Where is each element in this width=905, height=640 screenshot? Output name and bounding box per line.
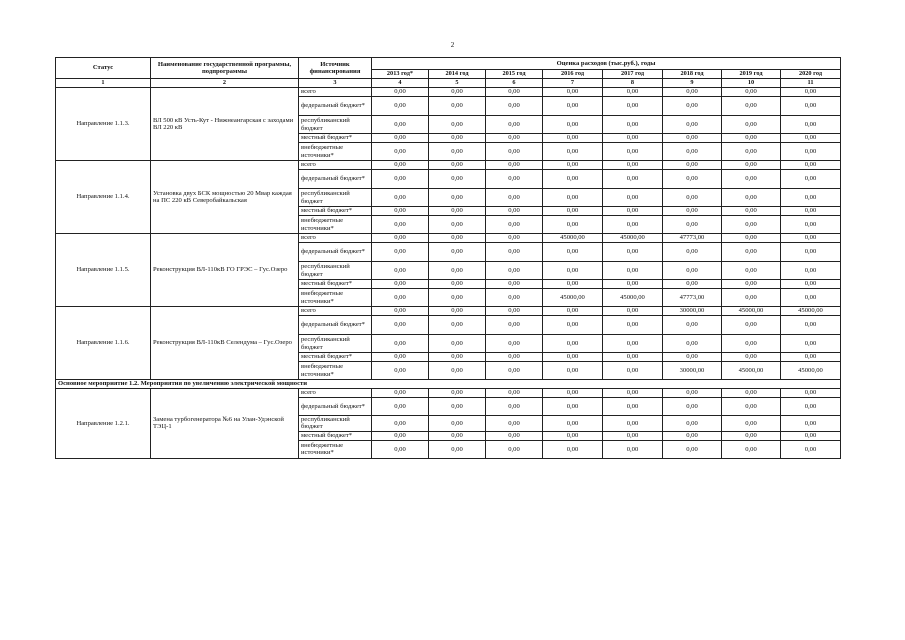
row-value-cell: 0,00 <box>781 440 841 458</box>
row-value-cell: 0,00 <box>781 280 841 289</box>
row-value-cell: 0,00 <box>486 362 543 380</box>
row-value-cell: 45000,00 <box>603 289 663 307</box>
budget-table <box>55 57 841 459</box>
row-funding-source: федеральный бюджет* <box>299 243 372 262</box>
row-value-cell: 0,00 <box>543 440 603 458</box>
row-value-cell: 0,00 <box>603 262 663 280</box>
row-value-cell: 0,00 <box>722 116 781 134</box>
row-value-cell: 0,00 <box>603 97 663 116</box>
row-value-cell: 0,00 <box>543 97 603 116</box>
row-value-cell: 45000,00 <box>603 234 663 243</box>
row-program-name: Реконструкция ВЛ-110кВ ГО ГРЭС – Гус.Озеро <box>151 234 299 307</box>
row-value-cell: 0,00 <box>372 88 429 97</box>
row-value-cell: 0,00 <box>722 280 781 289</box>
row-value-cell: 0,00 <box>722 262 781 280</box>
header-col-number: 11 <box>781 79 841 88</box>
row-funding-source: федеральный бюджет* <box>299 170 372 189</box>
row-value-cell: 0,00 <box>722 134 781 143</box>
row-program-name: Замена турбогенератора №6 на Улан-Удэнской ТЭЦ-1 <box>151 389 299 459</box>
row-value-cell: 0,00 <box>372 389 429 398</box>
row-value-cell: 0,00 <box>663 431 722 440</box>
row-funding-source: всего <box>299 307 372 316</box>
row-value-cell: 0,00 <box>543 216 603 234</box>
row-value-cell: 0,00 <box>603 280 663 289</box>
section-row <box>56 380 841 389</box>
row-value-cell: 45000,00 <box>781 362 841 380</box>
row-value-cell: 0,00 <box>722 335 781 353</box>
row-value-cell: 0,00 <box>543 243 603 262</box>
header-estimate: Оценка расходов (тыс.руб.), годы <box>372 58 841 70</box>
row-value-cell: 0,00 <box>429 170 486 189</box>
row-value-cell: 0,00 <box>603 170 663 189</box>
row-funding-source: местный бюджет* <box>299 280 372 289</box>
row-value-cell: 0,00 <box>486 170 543 189</box>
header-year: 2013 год* <box>372 70 429 79</box>
header-program: Наименование государственной программы, подпрограммы <box>151 58 299 79</box>
row-value-cell: 0,00 <box>543 335 603 353</box>
row-value-cell: 0,00 <box>372 243 429 262</box>
row-value-cell: 0,00 <box>429 243 486 262</box>
row-status: Направление 1.2.1. <box>56 389 151 459</box>
row-value-cell: 0,00 <box>663 189 722 207</box>
table-row <box>56 161 841 170</box>
row-value-cell: 0,00 <box>429 362 486 380</box>
row-funding-source: всего <box>299 88 372 97</box>
row-status: Направление 1.1.6. <box>56 307 151 380</box>
row-value-cell: 0,00 <box>429 416 486 432</box>
row-value-cell: 0,00 <box>543 88 603 97</box>
row-value-cell: 45000,00 <box>543 234 603 243</box>
row-value-cell: 0,00 <box>486 207 543 216</box>
row-value-cell: 0,00 <box>781 289 841 307</box>
row-value-cell: 0,00 <box>781 243 841 262</box>
row-value-cell: 0,00 <box>663 389 722 398</box>
row-value-cell: 0,00 <box>543 316 603 335</box>
row-value-cell: 0,00 <box>429 398 486 416</box>
row-value-cell: 0,00 <box>372 97 429 116</box>
table-row <box>56 307 841 316</box>
row-funding-source: местный бюджет* <box>299 207 372 216</box>
row-value-cell: 0,00 <box>603 389 663 398</box>
row-funding-source: внебюджетные источники* <box>299 362 372 380</box>
row-value-cell: 45000,00 <box>543 289 603 307</box>
row-value-cell: 0,00 <box>781 207 841 216</box>
row-value-cell: 0,00 <box>722 88 781 97</box>
row-value-cell: 0,00 <box>603 431 663 440</box>
row-value-cell: 0,00 <box>486 116 543 134</box>
row-value-cell: 0,00 <box>486 431 543 440</box>
row-value-cell: 0,00 <box>372 316 429 335</box>
row-value-cell: 0,00 <box>781 431 841 440</box>
header-col-number: 8 <box>603 79 663 88</box>
row-value-cell: 0,00 <box>486 353 543 362</box>
row-value-cell: 0,00 <box>429 353 486 362</box>
row-value-cell: 0,00 <box>486 389 543 398</box>
row-value-cell: 0,00 <box>372 234 429 243</box>
row-value-cell: 0,00 <box>603 134 663 143</box>
row-value-cell: 0,00 <box>663 134 722 143</box>
row-value-cell: 0,00 <box>603 440 663 458</box>
row-value-cell: 0,00 <box>543 416 603 432</box>
row-value-cell: 0,00 <box>663 207 722 216</box>
row-value-cell: 0,00 <box>663 243 722 262</box>
row-value-cell: 0,00 <box>543 280 603 289</box>
row-value-cell: 0,00 <box>372 262 429 280</box>
row-funding-source: местный бюджет* <box>299 134 372 143</box>
row-value-cell: 0,00 <box>722 216 781 234</box>
row-value-cell: 0,00 <box>781 335 841 353</box>
row-value-cell: 0,00 <box>603 362 663 380</box>
row-program-name: ВЛ 500 кВ Усть-Кут - Нижнеангарская с заходами ВЛ 220 кВ <box>151 88 299 161</box>
row-funding-source: местный бюджет* <box>299 431 372 440</box>
row-value-cell: 0,00 <box>722 161 781 170</box>
row-value-cell: 0,00 <box>603 216 663 234</box>
row-value-cell: 0,00 <box>781 262 841 280</box>
row-value-cell: 0,00 <box>781 316 841 335</box>
row-value-cell: 0,00 <box>543 207 603 216</box>
row-value-cell: 0,00 <box>663 216 722 234</box>
row-value-cell: 0,00 <box>781 116 841 134</box>
row-value-cell: 0,00 <box>372 440 429 458</box>
row-value-cell: 0,00 <box>603 88 663 97</box>
row-funding-source: федеральный бюджет* <box>299 316 372 335</box>
row-program-name: Реконструкция ВЛ-110кВ Селендума – Гус.Озеро <box>151 307 299 380</box>
row-value-cell: 0,00 <box>543 353 603 362</box>
row-value-cell: 0,00 <box>372 280 429 289</box>
row-value-cell: 0,00 <box>372 216 429 234</box>
row-value-cell: 0,00 <box>781 234 841 243</box>
row-value-cell: 0,00 <box>429 289 486 307</box>
row-value-cell: 0,00 <box>663 262 722 280</box>
row-value-cell: 0,00 <box>603 316 663 335</box>
row-value-cell: 0,00 <box>603 116 663 134</box>
row-value-cell: 0,00 <box>543 189 603 207</box>
row-value-cell: 0,00 <box>372 161 429 170</box>
row-value-cell: 0,00 <box>543 431 603 440</box>
row-value-cell: 0,00 <box>722 234 781 243</box>
table-row <box>56 88 841 97</box>
row-value-cell: 0,00 <box>372 289 429 307</box>
row-value-cell: 0,00 <box>781 161 841 170</box>
row-value-cell: 47773,00 <box>663 234 722 243</box>
row-value-cell: 0,00 <box>543 262 603 280</box>
row-value-cell: 0,00 <box>372 307 429 316</box>
row-value-cell: 0,00 <box>722 97 781 116</box>
row-value-cell: 0,00 <box>543 134 603 143</box>
row-funding-source: внебюджетные источники* <box>299 440 372 458</box>
header-year: 2014 год <box>429 70 486 79</box>
row-value-cell: 0,00 <box>603 353 663 362</box>
section-title: Основное мероприятие 1.2. Мероприятия по увеличению электрической мощности <box>56 380 841 389</box>
row-funding-source: республиканский бюджет <box>299 335 372 353</box>
row-value-cell: 0,00 <box>603 207 663 216</box>
row-value-cell: 0,00 <box>663 97 722 116</box>
row-value-cell: 0,00 <box>429 307 486 316</box>
row-value-cell: 0,00 <box>486 262 543 280</box>
row-value-cell: 0,00 <box>603 416 663 432</box>
row-value-cell: 0,00 <box>372 134 429 143</box>
table-row <box>56 389 841 398</box>
row-value-cell: 0,00 <box>429 189 486 207</box>
row-value-cell: 0,00 <box>429 97 486 116</box>
header-year: 2015 год <box>486 70 543 79</box>
row-value-cell: 0,00 <box>781 389 841 398</box>
row-value-cell: 0,00 <box>663 316 722 335</box>
row-value-cell: 0,00 <box>722 289 781 307</box>
row-value-cell: 0,00 <box>543 389 603 398</box>
row-value-cell: 47773,00 <box>663 289 722 307</box>
header-col-number: 1 <box>56 79 151 88</box>
row-value-cell: 0,00 <box>603 143 663 161</box>
row-value-cell: 0,00 <box>543 161 603 170</box>
row-value-cell: 0,00 <box>372 362 429 380</box>
row-value-cell: 0,00 <box>781 88 841 97</box>
row-funding-source: всего <box>299 234 372 243</box>
row-value-cell: 0,00 <box>722 243 781 262</box>
row-value-cell: 0,00 <box>429 431 486 440</box>
row-value-cell: 0,00 <box>781 170 841 189</box>
row-value-cell: 0,00 <box>781 353 841 362</box>
row-value-cell: 0,00 <box>486 161 543 170</box>
row-value-cell: 0,00 <box>722 440 781 458</box>
row-value-cell: 0,00 <box>486 189 543 207</box>
row-value-cell: 0,00 <box>429 335 486 353</box>
header-col-number: 3 <box>299 79 372 88</box>
row-funding-source: местный бюджет* <box>299 353 372 362</box>
row-value-cell: 0,00 <box>429 216 486 234</box>
row-funding-source: республиканский бюджет <box>299 189 372 207</box>
row-value-cell: 0,00 <box>372 189 429 207</box>
row-funding-source: республиканский бюджет <box>299 116 372 134</box>
row-value-cell: 0,00 <box>663 161 722 170</box>
row-value-cell: 0,00 <box>372 335 429 353</box>
row-value-cell: 0,00 <box>663 143 722 161</box>
row-value-cell: 0,00 <box>486 280 543 289</box>
header-year: 2019 год <box>722 70 781 79</box>
header-col-number: 6 <box>486 79 543 88</box>
page-number: 2 <box>450 41 455 49</box>
row-value-cell: 0,00 <box>429 116 486 134</box>
row-value-cell: 0,00 <box>663 440 722 458</box>
row-value-cell: 0,00 <box>603 398 663 416</box>
header-year: 2020 год <box>781 70 841 79</box>
row-value-cell: 0,00 <box>429 262 486 280</box>
row-value-cell: 0,00 <box>486 88 543 97</box>
row-value-cell: 0,00 <box>781 398 841 416</box>
row-value-cell: 0,00 <box>722 398 781 416</box>
row-value-cell: 0,00 <box>372 398 429 416</box>
row-value-cell: 45000,00 <box>781 307 841 316</box>
row-value-cell: 0,00 <box>663 353 722 362</box>
row-funding-source: федеральный бюджет* <box>299 398 372 416</box>
row-value-cell: 0,00 <box>663 416 722 432</box>
row-value-cell: 0,00 <box>486 416 543 432</box>
row-value-cell: 0,00 <box>372 353 429 362</box>
row-value-cell: 0,00 <box>663 116 722 134</box>
row-value-cell: 0,00 <box>781 134 841 143</box>
row-value-cell: 0,00 <box>429 207 486 216</box>
row-value-cell: 45000,00 <box>722 362 781 380</box>
row-status: Направление 1.1.5. <box>56 234 151 307</box>
header-col-number: 10 <box>722 79 781 88</box>
row-value-cell: 0,00 <box>722 389 781 398</box>
row-value-cell: 0,00 <box>486 234 543 243</box>
row-value-cell: 0,00 <box>603 335 663 353</box>
header-column-numbers <box>56 79 841 88</box>
row-value-cell: 0,00 <box>486 243 543 262</box>
row-value-cell: 0,00 <box>722 189 781 207</box>
header-status: Статус <box>56 58 151 79</box>
row-value-cell: 30000,00 <box>663 307 722 316</box>
row-value-cell: 0,00 <box>429 389 486 398</box>
row-status: Направление 1.1.4. <box>56 161 151 234</box>
row-value-cell: 0,00 <box>663 170 722 189</box>
row-value-cell: 0,00 <box>603 243 663 262</box>
row-value-cell: 0,00 <box>543 116 603 134</box>
row-value-cell: 0,00 <box>429 88 486 97</box>
row-program-name: Установка двух БСК мощностью 20 Мвар каждая на ПС 220 кВ Северобайкальская <box>151 161 299 234</box>
row-value-cell: 0,00 <box>486 216 543 234</box>
row-value-cell: 0,00 <box>429 234 486 243</box>
header-col-number: 4 <box>372 79 429 88</box>
row-value-cell: 0,00 <box>486 316 543 335</box>
row-value-cell: 0,00 <box>372 431 429 440</box>
row-value-cell: 0,00 <box>722 207 781 216</box>
row-funding-source: внебюджетные источники* <box>299 216 372 234</box>
row-value-cell: 0,00 <box>663 335 722 353</box>
row-funding-source: внебюджетные источники* <box>299 289 372 307</box>
row-value-cell: 0,00 <box>543 307 603 316</box>
row-value-cell: 0,00 <box>722 353 781 362</box>
row-value-cell: 0,00 <box>781 416 841 432</box>
row-value-cell: 0,00 <box>486 134 543 143</box>
table-row <box>56 234 841 243</box>
row-value-cell: 0,00 <box>486 97 543 116</box>
row-value-cell: 0,00 <box>781 143 841 161</box>
header-col-number: 5 <box>429 79 486 88</box>
header-col-number: 9 <box>663 79 722 88</box>
row-value-cell: 0,00 <box>372 170 429 189</box>
row-funding-source: республиканский бюджет <box>299 416 372 432</box>
header-year: 2017 год <box>603 70 663 79</box>
row-value-cell: 0,00 <box>486 143 543 161</box>
row-funding-source: федеральный бюджет* <box>299 97 372 116</box>
row-value-cell: 0,00 <box>372 207 429 216</box>
row-value-cell: 0,00 <box>372 143 429 161</box>
row-value-cell: 0,00 <box>486 335 543 353</box>
row-value-cell: 0,00 <box>486 440 543 458</box>
row-funding-source: всего <box>299 389 372 398</box>
row-value-cell: 0,00 <box>486 289 543 307</box>
header-year: 2016 год <box>543 70 603 79</box>
row-value-cell: 0,00 <box>486 398 543 416</box>
row-value-cell: 0,00 <box>543 170 603 189</box>
row-funding-source: республиканский бюджет <box>299 262 372 280</box>
row-status: Направление 1.1.3. <box>56 88 151 161</box>
row-value-cell: 0,00 <box>663 280 722 289</box>
row-value-cell: 0,00 <box>486 307 543 316</box>
row-value-cell: 0,00 <box>603 307 663 316</box>
row-value-cell: 30000,00 <box>663 362 722 380</box>
row-value-cell: 0,00 <box>722 431 781 440</box>
row-value-cell: 0,00 <box>781 189 841 207</box>
row-value-cell: 0,00 <box>429 134 486 143</box>
row-value-cell: 0,00 <box>722 143 781 161</box>
row-value-cell: 0,00 <box>663 398 722 416</box>
row-value-cell: 0,00 <box>781 216 841 234</box>
row-value-cell: 0,00 <box>429 161 486 170</box>
row-value-cell: 0,00 <box>429 316 486 335</box>
row-value-cell: 0,00 <box>543 398 603 416</box>
header-year: 2018 год <box>663 70 722 79</box>
row-value-cell: 0,00 <box>543 362 603 380</box>
row-value-cell: 0,00 <box>722 316 781 335</box>
row-value-cell: 0,00 <box>543 143 603 161</box>
row-value-cell: 0,00 <box>603 161 663 170</box>
header-source: Источник финансирования <box>299 58 372 79</box>
row-value-cell: 0,00 <box>722 416 781 432</box>
row-value-cell: 0,00 <box>429 280 486 289</box>
row-funding-source: внебюджетные источники* <box>299 143 372 161</box>
row-funding-source: всего <box>299 161 372 170</box>
row-value-cell: 0,00 <box>429 143 486 161</box>
header-col-number: 2 <box>151 79 299 88</box>
row-value-cell: 45000,00 <box>722 307 781 316</box>
row-value-cell: 0,00 <box>722 170 781 189</box>
row-value-cell: 0,00 <box>663 88 722 97</box>
row-value-cell: 0,00 <box>372 416 429 432</box>
row-value-cell: 0,00 <box>781 97 841 116</box>
row-value-cell: 0,00 <box>603 189 663 207</box>
header-col-number: 7 <box>543 79 603 88</box>
row-value-cell: 0,00 <box>372 116 429 134</box>
row-value-cell: 0,00 <box>429 440 486 458</box>
